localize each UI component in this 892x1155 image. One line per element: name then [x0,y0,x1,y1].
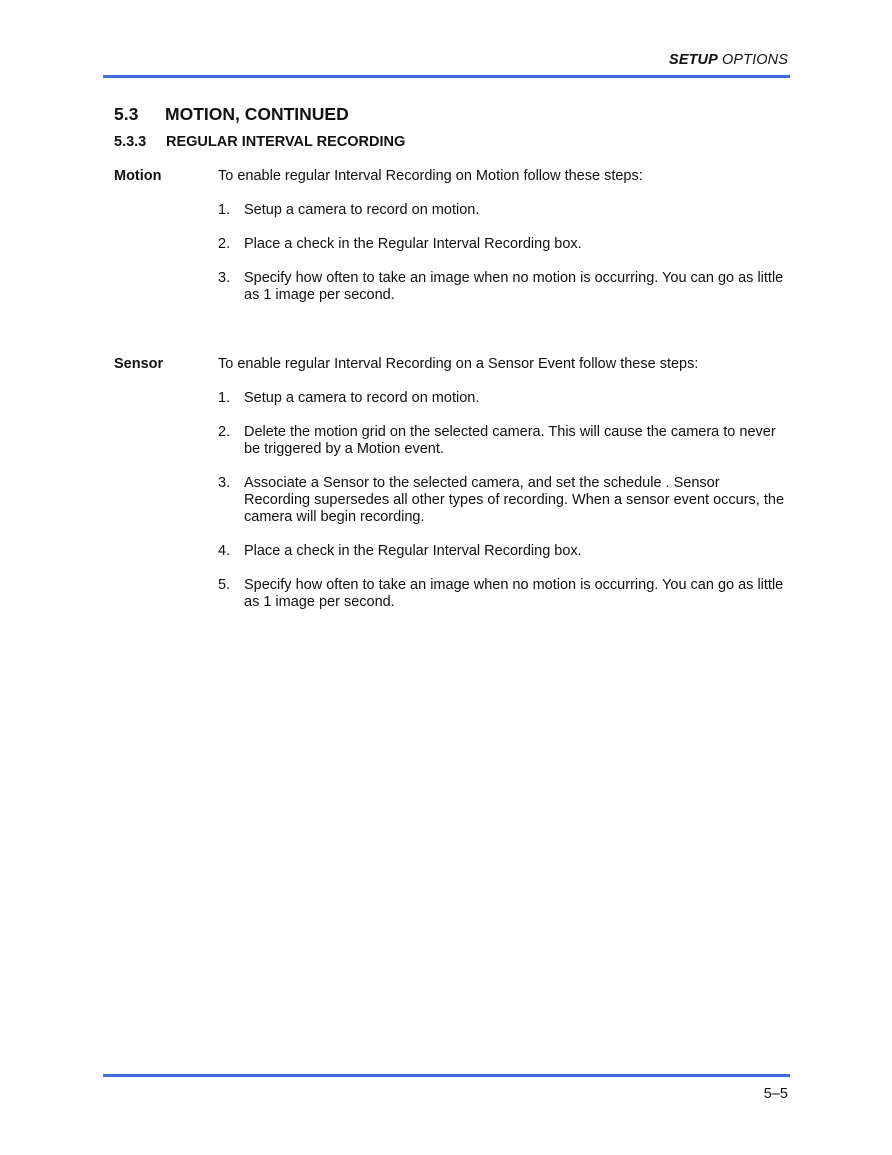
section-heading [114,104,349,125]
step-text: Setup a camera to record on motion. [244,390,480,406]
step-number: 5. [218,577,231,593]
step-text: Specify how often to take an image when no motion is occurring. You can go as little as 1 image per second. [244,577,784,610]
step-number: 4. [218,543,231,559]
list-item [218,270,784,304]
sensor-block [114,356,784,628]
step-text: Associate a Sensor to the selected camera, and set the schedule . Sensor Recording supersedes all other types of recording. When a sensor event occurs, the camera will begin recording. [244,475,785,525]
step-number: 2. [218,424,231,440]
motion-label: Motion [114,168,162,184]
footer-rule [103,1074,790,1077]
step-text: Setup a camera to record on motion. [244,202,480,218]
section-number: 5.3 [114,104,139,124]
header-bold-text: SETUP [669,52,718,68]
list-item [218,543,784,560]
motion-intro: To enable regular Interval Recording on Motion follow these steps: [218,168,643,184]
subsection-title: REGULAR INTERVAL RECORDING [166,134,406,150]
step-number: 3. [218,270,231,286]
list-item [218,390,784,407]
motion-content [218,168,784,304]
list-item [218,577,784,611]
step-text: Delete the motion grid on the selected camera. This will cause the camera to never be triggered by a Motion event. [244,424,776,457]
list-item [218,202,784,219]
subsection-heading [114,134,405,150]
motion-block [114,168,784,321]
list-item [218,475,784,526]
step-text: Place a check in the Regular Interval Recording box. [244,236,582,252]
list-item [218,424,784,458]
step-number: 1. [218,390,231,406]
sensor-steps [218,390,784,611]
section-title: MOTION, CONTINUED [165,104,349,124]
step-number: 1. [218,202,231,218]
sensor-intro: To enable regular Interval Recording on a Sensor Event follow these steps: [218,356,699,372]
page-number: 5–5 [763,1086,788,1102]
step-text: Place a check in the Regular Interval Recording box. [244,543,582,559]
subsection-number: 5.3.3 [114,134,147,150]
step-number: 2. [218,236,231,252]
motion-steps [218,202,784,304]
header-rule [103,75,790,78]
list-item [218,236,784,253]
header-italic-text: OPTIONS [722,52,788,68]
sensor-content [218,356,784,611]
step-number: 3. [218,475,231,491]
running-header [669,52,788,68]
sensor-label: Sensor [114,356,164,372]
step-text: Specify how often to take an image when no motion is occurring. You can go as little as 1 image per second. [244,270,784,303]
